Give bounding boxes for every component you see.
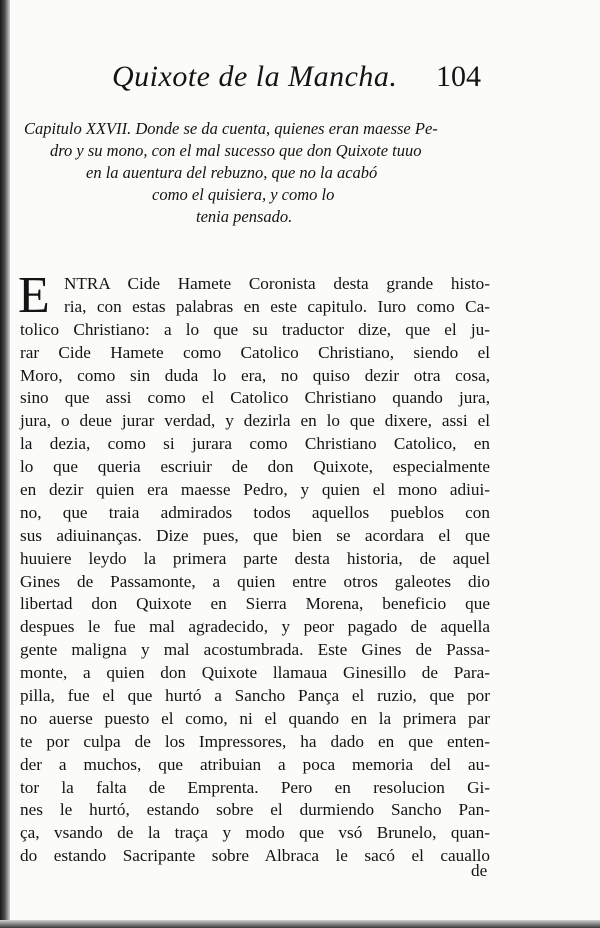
body-line: ça, vsando de la traça y modo que vsó Brunelo, quan- <box>20 823 490 843</box>
body-line: nes le hurtó, estando sobre el durmiendo Sancho Pan- <box>20 800 490 820</box>
body-line: Moro, como sin duda lo era, no quiso dezir otra cosa, <box>20 365 490 385</box>
body-line: te por culpa de los Impressores, ha dado en que enten- <box>20 731 490 751</box>
body-line: monte, a quien don Quixote llamaua Ginesillo de Para- <box>20 663 490 683</box>
body-line: gente maligna y mal acostumbrada. Este Gines de Passa- <box>20 640 490 660</box>
body-line: no, que traia admirados todos aquellos pueblos con <box>20 502 490 522</box>
body-line: NTRA Cide Hamete Coronista desta grande histo- <box>64 274 490 293</box>
running-head-title: Quixote de la Mancha. <box>112 60 398 93</box>
body-line: ria, con estas palabras en este capitulo. Iuro como Ca- <box>64 296 490 316</box>
body-line: no auerse puesto el como, ni el quando en la primera par <box>20 708 490 728</box>
chapter-heading <box>20 118 490 228</box>
body-line: sus adiuinanças. Dize pues, que bien se acordara el que <box>20 525 490 545</box>
body-line: der a muchos, que atribuian a poca memoria del au- <box>20 754 490 774</box>
page-bottom-edge <box>0 920 600 928</box>
body-line: libertad don Quixote en Sierra Morena, beneficio que <box>20 594 490 614</box>
body-line: tolico Christiano: a lo que su traductor dize, que el ju- <box>20 319 490 339</box>
drop-cap-initial: E <box>18 267 50 324</box>
chapter-heading-line: en la auentura del rebuzno, que no la acabó <box>86 163 378 182</box>
body-line: rar Cide Hamete como Catolico Christiano, siendo el <box>20 342 490 362</box>
body-line: pilla, fue el que hurtó a Sancho Pança el ruzio, que por <box>20 686 490 706</box>
chapter-heading-line: Capitulo XXVII. Donde se da cuenta, quienes eran maesse Pe- <box>24 119 438 138</box>
chapter-heading-line: como el quisiera, y como lo <box>152 185 335 204</box>
catchword: de <box>471 861 488 880</box>
body-line: lo que queria escriuir de don Quixote, especialmente <box>20 457 490 477</box>
body-line: jura, o deue jurar verdad, y dezirla en lo que dixere, assi el <box>20 411 490 431</box>
body-line: en dezir quien era maesse Pedro, y quien el mono adiui- <box>20 480 490 500</box>
body-line: Gines de Passamonte, a quien entre otros galeotes dio <box>20 571 490 591</box>
body-line: tor la falta de Emprenta. Pero en resolucion Gi- <box>20 777 490 797</box>
body-line: huuiere leydo la primera parte desta historia, de aquel <box>20 548 490 568</box>
chapter-heading-line: dro y su mono, con el mal sucesso que don Quixote tuuo <box>50 141 422 160</box>
page-gutter-shadow <box>0 0 10 928</box>
body-text <box>20 273 490 868</box>
page-number: 104 <box>436 60 481 93</box>
body-line: do estando Sacripante sobre Albraca le sacó el cauallo <box>20 846 490 866</box>
body-line: despues le fue mal agradecido, y peor pagado de aquella <box>20 617 490 637</box>
body-line: sino que assi como el Catolico Christiano quando jura, <box>20 388 490 408</box>
chapter-heading-line: tenia pensado. <box>196 207 293 226</box>
body-line: la dezia, como si jurara como Christiano Catolico, en <box>20 434 490 454</box>
